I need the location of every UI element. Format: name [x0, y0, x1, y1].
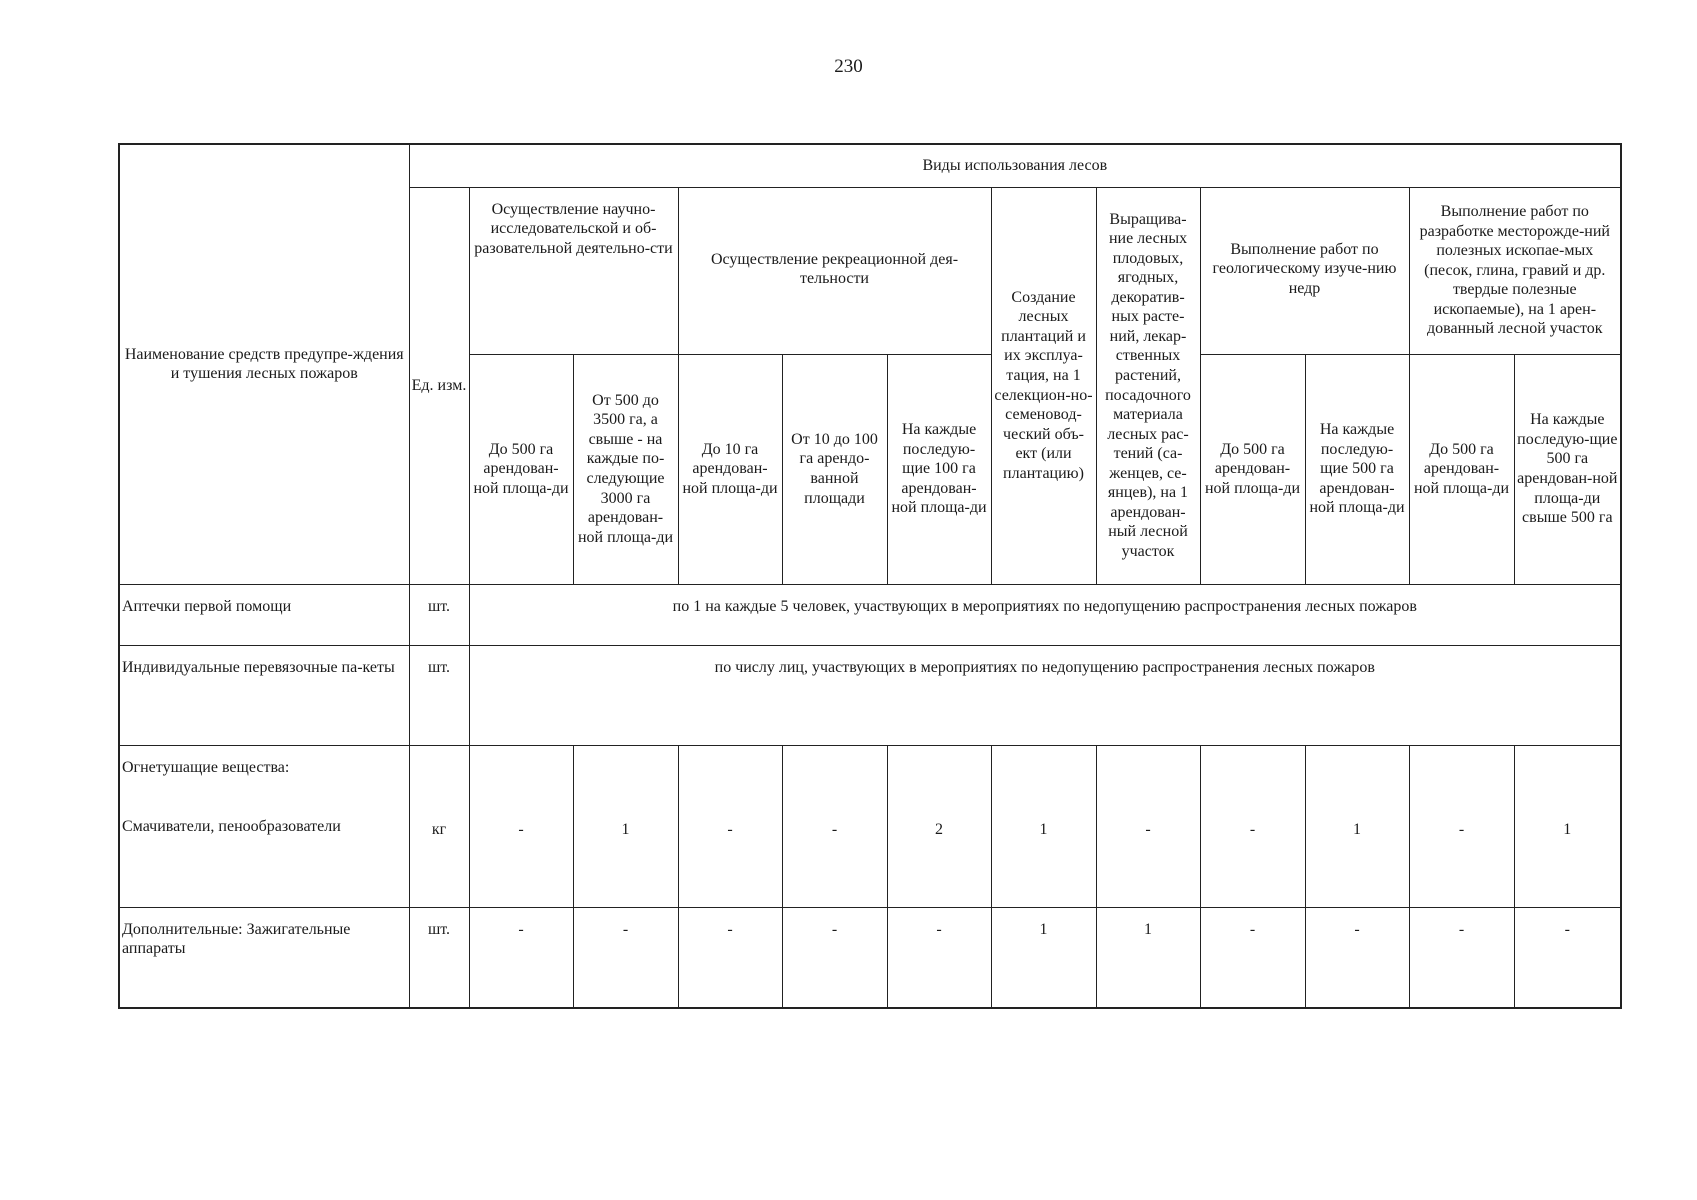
row-name-igniters: Дополнительные: Зажигательные аппараты	[119, 907, 409, 1008]
header-mining-up-to-500: До 500 га арендован-ной площа-ди	[1409, 354, 1514, 584]
header-geology-each-500: На каждые последую-щие 500 га арендован-ной площа-ди	[1305, 354, 1409, 584]
value-cell: -	[1514, 907, 1621, 1008]
header-forest-plantations: Создание лесных плантаций и их эксплуа-тация, на 1 селекцион-но-семеновод-ческий объ-ект (или плантацию)	[991, 187, 1096, 584]
header-science-up-to-500: До 500 га арендован-ной площа-ди	[469, 354, 573, 584]
table-row	[119, 907, 1621, 1008]
header-geology-up-to-500: До 500 га арендован-ной площа-ди	[1200, 354, 1305, 584]
header-mineral-mining: Выполнение работ по разработке месторожде-ний полезных ископае-мых (песок, глина, гравий и др. твердые полезные ископаемые), на 1 арен-дованный лесной участок	[1409, 187, 1621, 354]
value-cell: -	[887, 907, 991, 1008]
value-cell: -	[1200, 745, 1305, 907]
header-plant-growing: Выращива-ние лесных плодовых, ягодных, декоратив-ных расте-ний, лекар-ственных растений, посадочного материала лесных рас-тений (са-женцев, се-янцев), на 1 арендован-ный лесной участок	[1096, 187, 1200, 584]
value-cell: -	[678, 745, 782, 907]
value-cell: -	[782, 745, 887, 907]
value-cell: -	[1305, 907, 1409, 1008]
value-cell: 2	[887, 745, 991, 907]
header-name-column: Наименование средств предупре-ждения и тушения лесных пожаров	[119, 144, 409, 584]
fire-equipment-norms-table	[118, 143, 1622, 1009]
row-name-bandage-packets: Индивидуальные перевязочные па-кеты	[119, 645, 409, 745]
group-label-extinguishing-agents: Огнетушащие вещества:	[122, 758, 290, 776]
header-unit-column: Ед. изм.	[409, 187, 469, 584]
value-cell: 1	[1305, 745, 1409, 907]
row-norm-note: по числу лиц, участвующих в мероприятиях по недопущению распространения лесных пожаров	[469, 645, 1621, 745]
header-science-activity: Осуществление научно-исследовательской и об-разовательной деятельно-сти	[469, 187, 678, 354]
value-cell: 1	[1514, 745, 1621, 907]
header-mining-each-500: На каждые последую-щие 500 га арендован-ной площа-ди свыше 500 га	[1514, 354, 1621, 584]
row-unit: шт.	[409, 584, 469, 645]
value-cell: -	[1409, 907, 1514, 1008]
value-cell: -	[1200, 907, 1305, 1008]
value-cell: 1	[1096, 907, 1200, 1008]
value-cell: -	[1096, 745, 1200, 907]
header-recreation-each-100: На каждые последую-щие 100 га арендован-ной площа-ди	[887, 354, 991, 584]
value-cell: -	[469, 907, 573, 1008]
value-cell: -	[678, 907, 782, 1008]
header-recreation-10-100: От 10 до 100 га арендо-ванной площади	[782, 354, 887, 584]
table-row	[119, 745, 1621, 907]
value-cell: 1	[991, 745, 1096, 907]
row-unit: шт.	[409, 907, 469, 1008]
header-recreation-activity: Осуществление рекреационной дея-тельности	[678, 187, 991, 354]
row-unit: кг	[409, 745, 469, 907]
table-row	[119, 584, 1621, 645]
value-cell: 1	[573, 745, 678, 907]
value-cell: 1	[991, 907, 1096, 1008]
row-name-wetting-agents	[119, 745, 409, 907]
value-cell: -	[573, 907, 678, 1008]
header-forest-use-types: Виды использования лесов	[409, 144, 1621, 187]
header-geological-survey: Выполнение работ по геологическому изуче-нию недр	[1200, 187, 1409, 354]
row-label-wetting-agents: Смачиватели, пенообразователи	[122, 818, 341, 836]
value-cell: -	[1409, 745, 1514, 907]
row-norm-note: по 1 на каждые 5 человек, участвующих в мероприятиях по недопущению распространения лесных пожаров	[469, 584, 1621, 645]
value-cell: -	[782, 907, 887, 1008]
row-name-first-aid: Аптечки первой помощи	[119, 584, 409, 645]
row-unit: шт.	[409, 645, 469, 745]
value-cell: -	[469, 745, 573, 907]
table-row	[119, 645, 1621, 745]
page-number: 230	[834, 56, 863, 77]
header-recreation-up-to-10: До 10 га арендован-ной площа-ди	[678, 354, 782, 584]
header-science-500-3500: От 500 до 3500 га, а свыше - на каждые по-следующие 3000 га арендован-ной площа-ди	[573, 354, 678, 584]
